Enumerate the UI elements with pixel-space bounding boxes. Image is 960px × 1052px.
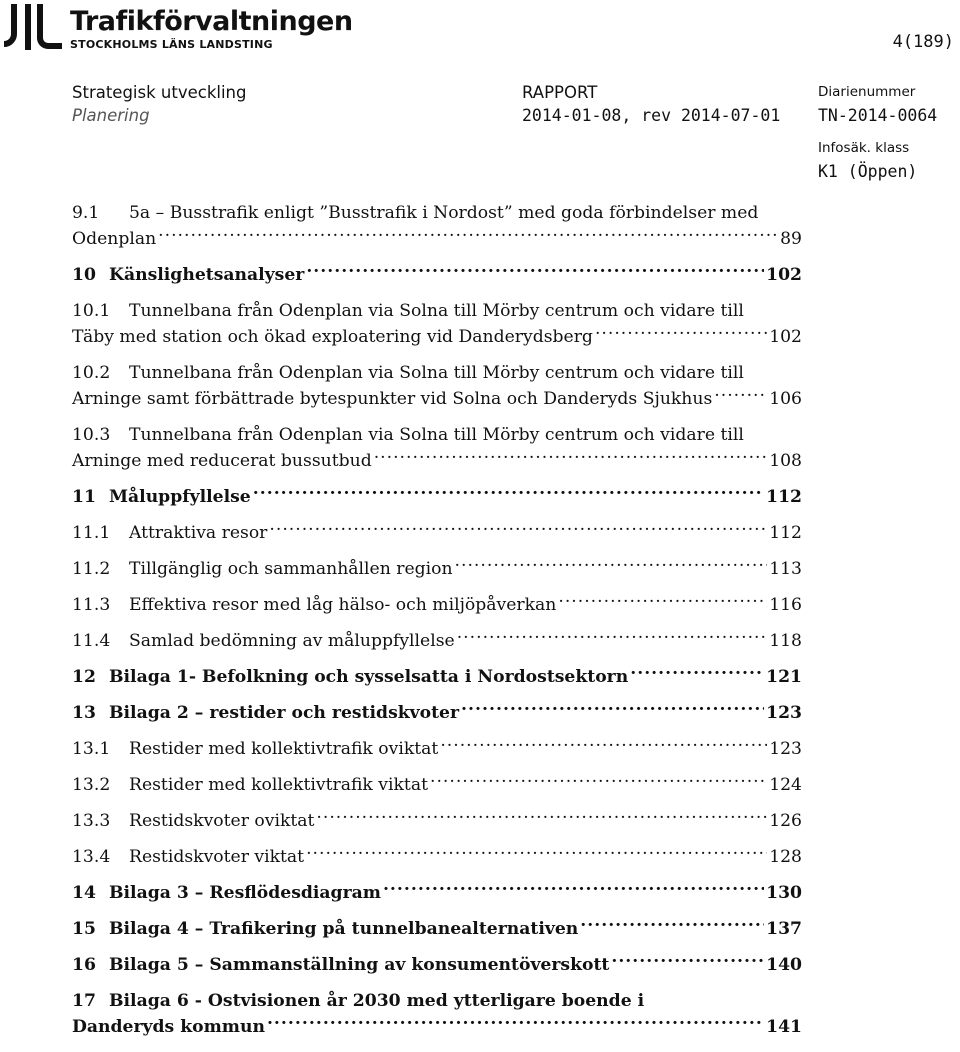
toc-entry-page: 123 — [769, 739, 802, 759]
toc-entry-title: Restider med kollektivtrafik oviktat — [129, 739, 439, 759]
dot-leader — [374, 449, 767, 466]
report-date: 2014-01-08, rev 2014-07-01 — [522, 106, 781, 125]
toc-entry[interactable] — [72, 556, 802, 592]
table-of-contents — [72, 200, 802, 1050]
dot-leader — [558, 593, 767, 610]
toc-entry-title: Odenplan — [72, 229, 157, 249]
toc-entry-title: Bilaga 2 – restider och restidskvoter — [109, 703, 460, 723]
toc-entry-title: Bilaga 5 – Sammanställning av konsumentöverskott — [109, 955, 610, 975]
toc-entry-number: 12 — [72, 667, 96, 687]
toc-entry-number: 16 — [72, 955, 96, 975]
toc-entry-title: Bilaga 3 – Resflödesdiagram — [109, 883, 381, 903]
toc-entry-page: 106 — [769, 389, 802, 409]
toc-entry-title: Restidskvoter viktat — [129, 847, 305, 867]
toc-entry-title: Arninge med reducerat bussutbud — [72, 451, 372, 471]
toc-entry-number: 10.1 — [72, 301, 111, 321]
dot-leader — [461, 701, 764, 718]
toc-entry-page: 118 — [769, 631, 802, 651]
toc-entry[interactable] — [72, 952, 802, 988]
dot-leader — [158, 227, 778, 244]
toc-entry-number: 11.1 — [72, 523, 111, 543]
dot-leader — [306, 845, 767, 862]
toc-entry[interactable] — [72, 484, 802, 520]
registry-number: TN-2014-0064 — [818, 106, 938, 125]
toc-entry-page: 89 — [780, 229, 802, 249]
toc-entry[interactable] — [72, 988, 802, 1050]
toc-entry-title: Tillgänglig och sammanhållen region — [129, 559, 453, 579]
toc-entry-page: 116 — [769, 595, 802, 615]
toc-entry[interactable] — [72, 880, 802, 916]
toc-entry-page: 130 — [766, 883, 802, 903]
toc-entry[interactable] — [72, 262, 802, 298]
toc-entry[interactable] — [72, 736, 802, 772]
toc-entry-number: 10.3 — [72, 425, 111, 445]
toc-entry-number: 10 — [72, 265, 96, 285]
toc-entry-page: 140 — [766, 955, 802, 975]
toc-entry-number: 11.3 — [72, 595, 111, 615]
org-subtitle: STOCKHOLMS LÄNS LANDSTING — [70, 38, 273, 51]
toc-entry[interactable] — [72, 844, 802, 880]
toc-entry-title: Känslighetsanalyser — [109, 265, 305, 285]
toc-entry[interactable] — [72, 520, 802, 556]
toc-entry-number: 9.1 — [72, 203, 100, 223]
page-number: 4(189) — [892, 32, 954, 52]
toc-entry-number: 13 — [72, 703, 96, 723]
toc-entry-number: 13.4 — [72, 847, 111, 867]
classification-value: K1 (Öppen) — [818, 162, 918, 181]
dot-leader — [595, 325, 767, 342]
toc-entry-title: Samlad bedömning av måluppfyllelse — [129, 631, 455, 651]
dot-leader — [306, 263, 764, 280]
toc-entry-number: 13.2 — [72, 775, 111, 795]
toc-entry-page: 123 — [766, 703, 802, 723]
toc-entry-number: 13.3 — [72, 811, 111, 831]
toc-entry[interactable] — [72, 664, 802, 700]
dot-leader — [714, 387, 767, 404]
toc-entry[interactable] — [72, 772, 802, 808]
toc-entry[interactable] — [72, 628, 802, 664]
toc-entry-page: 112 — [769, 523, 802, 543]
toc-entry-title: 5a – Busstrafik enligt ”Busstrafik i Nordost” med goda förbindelser med — [129, 203, 759, 223]
toc-entry[interactable] — [72, 298, 802, 360]
toc-entry-title: Attraktiva resor — [129, 523, 268, 543]
toc-entry-title: Täby med station och ökad exploatering vid Danderydsberg — [72, 327, 593, 347]
dot-leader — [430, 773, 767, 790]
report-label: RAPPORT — [522, 83, 598, 102]
toc-entry-page: 102 — [769, 327, 802, 347]
toc-entry[interactable] — [72, 200, 802, 262]
toc-entry-number: 13.1 — [72, 739, 111, 759]
toc-entry-page: 112 — [766, 487, 802, 507]
dot-leader — [630, 665, 764, 682]
toc-entry-title: Måluppfyllelse — [109, 487, 251, 507]
toc-entry-page: 126 — [769, 811, 802, 831]
header-report — [522, 81, 780, 127]
toc-entry-title: Bilaga 1- Befolkning och sysselsatta i Nordostsektorn — [109, 667, 629, 687]
header-department — [72, 81, 246, 127]
dot-leader — [457, 629, 767, 646]
toc-entry[interactable] — [72, 592, 802, 628]
toc-entry-page: 121 — [766, 667, 802, 687]
toc-entry-title: Restidskvoter oviktat — [129, 811, 315, 831]
toc-entry-title: Bilaga 6 - Ostvisionen år 2030 med ytterligare boende i — [109, 991, 645, 1011]
toc-entry[interactable] — [72, 700, 802, 736]
toc-entry-page: 137 — [766, 919, 802, 939]
org-logo — [4, 2, 353, 52]
toc-entry-number: 10.2 — [72, 363, 111, 383]
toc-entry-title: Bilaga 4 – Trafikering på tunnelbanealternativen — [109, 919, 579, 939]
header-registry — [818, 81, 937, 183]
toc-entry-title: Danderyds kommun — [72, 1017, 265, 1037]
toc-entry-number: 14 — [72, 883, 96, 903]
toc-entry-number: 11.2 — [72, 559, 111, 579]
toc-entry-number: 11 — [72, 487, 96, 507]
unit-name: Planering — [72, 106, 150, 125]
toc-entry-title: Arninge samt förbättrade bytespunkter vid Solna och Danderyds Sjukhus — [72, 389, 713, 409]
toc-entry-title: Restider med kollektivtrafik viktat — [129, 775, 428, 795]
toc-entry-title: Tunnelbana från Odenplan via Solna till Mörby centrum och vidare till — [129, 425, 744, 445]
toc-entry[interactable] — [72, 422, 802, 484]
registry-label: Diarienummer — [818, 84, 916, 100]
dot-leader — [383, 881, 764, 898]
dot-leader — [455, 557, 768, 574]
toc-entry-page: 113 — [769, 559, 802, 579]
toc-entry-number: 17 — [72, 991, 96, 1011]
toc-entry-page: 102 — [766, 265, 802, 285]
dot-leader — [580, 917, 764, 934]
dot-leader — [611, 953, 764, 970]
toc-entry-title: Tunnelbana från Odenplan via Solna till Mörby centrum och vidare till — [129, 363, 744, 383]
toc-entry-page: 124 — [769, 775, 802, 795]
dot-leader — [440, 737, 767, 754]
toc-entry[interactable] — [72, 916, 802, 952]
toc-entry[interactable] — [72, 360, 802, 422]
dot-leader — [253, 485, 764, 502]
toc-entry[interactable] — [72, 808, 802, 844]
toc-entry-number: 11.4 — [72, 631, 111, 651]
logo-mark-icon — [4, 2, 64, 50]
toc-entry-page: 141 — [766, 1017, 802, 1037]
classification-label: Infosäk. klass — [818, 140, 910, 156]
toc-entry-number: 15 — [72, 919, 96, 939]
dot-leader — [269, 521, 767, 538]
dot-leader — [267, 1015, 764, 1032]
org-name: Trafikförvaltningen — [70, 6, 353, 37]
department-name: Strategisk utveckling — [72, 83, 247, 102]
toc-entry-page: 108 — [769, 451, 802, 471]
dot-leader — [316, 809, 767, 826]
toc-entry-title: Tunnelbana från Odenplan via Solna till Mörby centrum och vidare till — [129, 301, 744, 321]
toc-entry-page: 128 — [769, 847, 802, 867]
toc-entry-title: Effektiva resor med låg hälso- och miljöpåverkan — [129, 595, 557, 615]
